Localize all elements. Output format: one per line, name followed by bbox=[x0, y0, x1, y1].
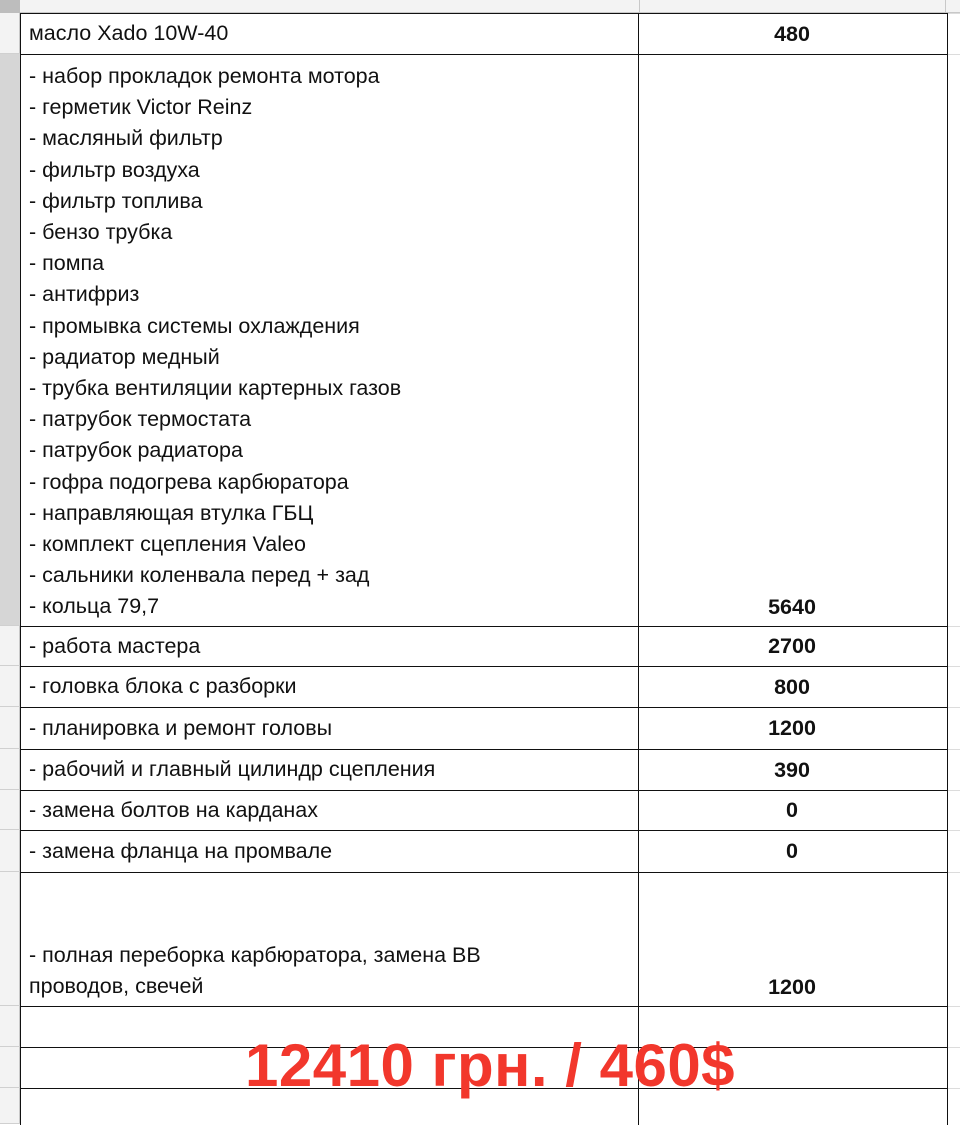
description-cell[interactable] bbox=[21, 750, 639, 790]
table-row bbox=[21, 667, 947, 708]
gridline bbox=[946, 54, 960, 55]
cost-table bbox=[20, 13, 948, 1125]
description-text: - работа мастера bbox=[29, 633, 201, 658]
list-item: - комплект сцепления Valeo bbox=[29, 532, 306, 557]
description-text: - планировка и ремонт головы bbox=[29, 715, 333, 740]
row-header[interactable] bbox=[0, 13, 20, 54]
table-row bbox=[21, 750, 947, 791]
amount-cell[interactable] bbox=[639, 55, 945, 626]
amount-cell[interactable] bbox=[639, 873, 945, 1006]
list-item: - помпа bbox=[29, 251, 105, 276]
total-amount-overlay: 12410 грн. / 460$ bbox=[245, 1032, 736, 1099]
parts-list bbox=[29, 61, 638, 623]
list-item: - патрубок термостата bbox=[29, 407, 252, 432]
amount-cell[interactable] bbox=[639, 791, 945, 830]
amount-text: 2700 bbox=[768, 634, 816, 658]
amount-text: 1200 bbox=[768, 716, 816, 740]
description-cell[interactable] bbox=[21, 831, 639, 872]
list-item: - сальники коленвала перед + зад bbox=[29, 563, 370, 588]
amount-cell[interactable] bbox=[639, 750, 945, 790]
description-text: - замена болтов на карданах bbox=[29, 797, 318, 822]
description-text: - рабочий и главный цилиндр сцепления bbox=[29, 757, 436, 782]
list-item: - трубка вентиляции картерных газов bbox=[29, 376, 402, 401]
row-header[interactable] bbox=[0, 54, 20, 626]
row-header[interactable] bbox=[0, 1006, 20, 1047]
row-header[interactable] bbox=[0, 790, 20, 830]
row-header[interactable] bbox=[0, 707, 20, 749]
amount-text: 0 bbox=[786, 798, 798, 822]
gridline bbox=[946, 790, 960, 791]
list-item: - фильтр топлива bbox=[29, 188, 203, 213]
gridline bbox=[946, 1047, 960, 1048]
table-row bbox=[21, 55, 947, 627]
gridline bbox=[946, 666, 960, 667]
description-cell[interactable] bbox=[21, 791, 639, 830]
table-row bbox=[21, 791, 947, 831]
list-item: - направляющая втулка ГБЦ bbox=[29, 500, 314, 525]
amount-cell[interactable] bbox=[639, 14, 945, 54]
row-header[interactable] bbox=[0, 666, 20, 707]
gridline bbox=[946, 707, 960, 708]
table-row bbox=[21, 831, 947, 873]
row-header[interactable] bbox=[0, 1088, 20, 1124]
list-item: - фильтр воздуха bbox=[29, 157, 200, 182]
list-item: - антифриз bbox=[29, 282, 140, 307]
list-item: - радиатор медный bbox=[29, 344, 220, 369]
column-header-b[interactable] bbox=[640, 0, 946, 13]
list-item: - гофра подогрева карбюратора bbox=[29, 469, 349, 494]
gridline bbox=[946, 749, 960, 750]
description-text: масло Xado 10W-40 bbox=[29, 21, 229, 46]
table-row bbox=[21, 873, 947, 1007]
amount-text: 0 bbox=[786, 839, 798, 863]
list-item: - герметик Victor Reinz bbox=[29, 95, 253, 120]
row-header[interactable] bbox=[0, 830, 20, 872]
amount-text: 480 bbox=[774, 21, 810, 46]
list-item: - набор прокладок ремонта мотора bbox=[29, 64, 380, 88]
description-cell[interactable] bbox=[21, 55, 639, 626]
table-row bbox=[21, 627, 947, 667]
row-header[interactable] bbox=[0, 1047, 20, 1088]
amount-text: 390 bbox=[774, 757, 810, 782]
gridline bbox=[946, 13, 960, 14]
list-item: - патрубок радиатора bbox=[29, 438, 243, 463]
list-item: - кольца 79,7 bbox=[29, 594, 160, 619]
amount-text: 800 bbox=[774, 674, 810, 699]
description-text: - замена фланца на промвале bbox=[29, 838, 333, 863]
description-text: - головка блока с разборки bbox=[29, 674, 297, 699]
row-header[interactable] bbox=[0, 749, 20, 790]
amount-cell[interactable] bbox=[639, 627, 945, 666]
row-header[interactable] bbox=[0, 872, 20, 1006]
description-text-line-2: проводов, свечей bbox=[29, 973, 204, 998]
description-cell[interactable] bbox=[21, 627, 639, 666]
amount-cell[interactable] bbox=[639, 831, 945, 872]
description-cell[interactable] bbox=[21, 14, 639, 54]
gridline bbox=[946, 872, 960, 873]
gridline bbox=[946, 1088, 960, 1089]
table-row bbox=[21, 14, 947, 55]
gridline bbox=[946, 1006, 960, 1007]
row-header[interactable] bbox=[0, 626, 20, 666]
column-header-bar bbox=[0, 0, 960, 13]
description-cell[interactable] bbox=[21, 708, 639, 749]
select-all-corner[interactable] bbox=[0, 0, 20, 13]
description-cell[interactable] bbox=[21, 667, 639, 707]
row-header-gutter bbox=[0, 13, 20, 1124]
list-item: - промывка системы охлаждения bbox=[29, 313, 360, 338]
list-item: - масляный фильтр bbox=[29, 126, 223, 151]
amount-text: 5640 bbox=[768, 595, 816, 619]
gridline bbox=[946, 626, 960, 627]
amount-cell[interactable] bbox=[639, 667, 945, 707]
amount-text: 1200 bbox=[768, 975, 816, 999]
gridline bbox=[946, 830, 960, 831]
table-row bbox=[21, 708, 947, 750]
description-cell[interactable] bbox=[21, 873, 639, 1006]
list-item: - бензо трубка bbox=[29, 220, 173, 245]
column-header-a[interactable] bbox=[20, 0, 640, 13]
amount-cell[interactable] bbox=[639, 708, 945, 749]
description-text-line-1: - полная переборка карбюратора, замена ВВ bbox=[29, 942, 481, 967]
